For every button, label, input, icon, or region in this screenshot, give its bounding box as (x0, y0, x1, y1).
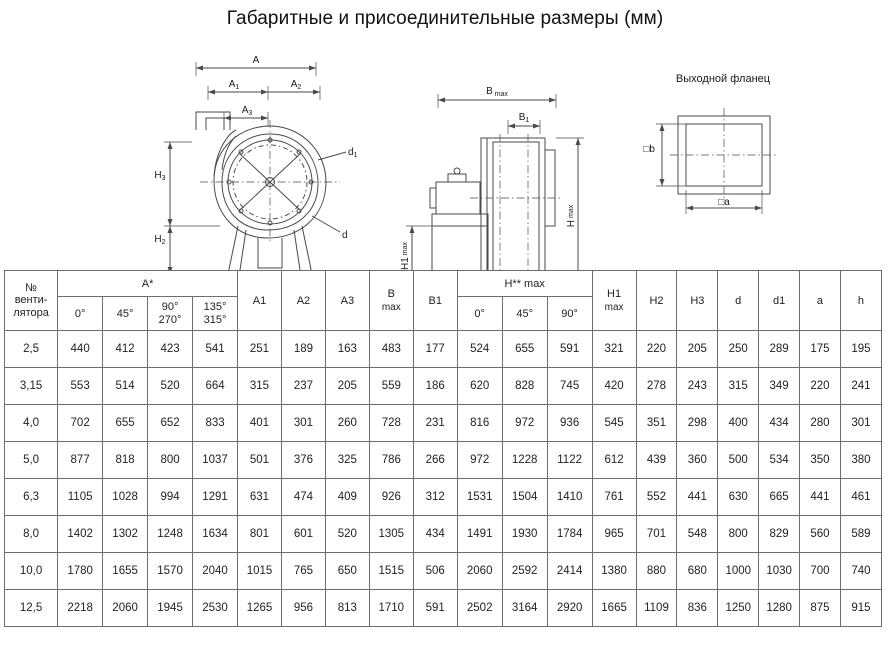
svg-text:B1: $B_1$ (518, 112, 530, 124)
svg-text:H2: $H_2$ (154, 234, 166, 246)
front-dim-H3 (154, 142, 220, 226)
cell-d: 1250 (718, 590, 759, 627)
cell-H-90: 2920 (547, 590, 592, 627)
svg-text:A1: $A_1$ (228, 79, 240, 91)
cell-H2: 880 (636, 553, 677, 590)
cell-H-45: 3164 (502, 590, 547, 627)
cell-a: 350 (800, 442, 841, 479)
table-row (5, 331, 882, 368)
cell-A-45: 1302 (103, 516, 148, 553)
cell-B: 926 (369, 479, 413, 516)
cell-H-0: 816 (457, 405, 502, 442)
cell-H-45: 1504 (502, 479, 547, 516)
cell-A1: 315 (238, 368, 282, 405)
cell-A-45: 1028 (103, 479, 148, 516)
cell-B: 1515 (369, 553, 413, 590)
cell-H-90: 1410 (547, 479, 592, 516)
cell-d1: 1030 (759, 553, 800, 590)
flange-caption: Выходной фланец (675, 73, 771, 85)
cell-A-45: 1655 (103, 553, 148, 590)
cell-B: 559 (369, 368, 413, 405)
cell-H2: 701 (636, 516, 677, 553)
cell-A-45: 514 (103, 368, 148, 405)
header-A-0deg: 0° (58, 297, 103, 331)
cell-A-0: 440 (58, 331, 103, 368)
cell-H3: 298 (677, 405, 718, 442)
cell-H-90: 591 (547, 331, 592, 368)
header-h: h (840, 271, 881, 331)
cell-h: 301 (840, 405, 881, 442)
cell-A-45: 2060 (103, 590, 148, 627)
cell-H-0: 1531 (457, 479, 502, 516)
cell-A-0: 553 (58, 368, 103, 405)
cell-fan-no: 3,15 (5, 368, 58, 405)
cell-B1: 506 (413, 553, 457, 590)
page-title: Габаритные и присоединительные размеры (мм) (226, 8, 664, 29)
cell-A1: 631 (238, 479, 282, 516)
header-fan-number (5, 271, 58, 331)
cell-A-45: 412 (103, 331, 148, 368)
cell-A1: 801 (238, 516, 282, 553)
cell-B: 1305 (369, 516, 413, 553)
cell-A1: 501 (238, 442, 282, 479)
cell-A-135: 2040 (193, 553, 238, 590)
technical-drawings (0, 30, 890, 270)
cell-B1: 177 (413, 331, 457, 368)
cell-H3: 243 (677, 368, 718, 405)
cell-H-0: 1491 (457, 516, 502, 553)
cell-B1: 434 (413, 516, 457, 553)
cell-fan-no: 2,5 (5, 331, 58, 368)
header-fan-number-l2: венти- (14, 294, 48, 307)
cell-h: 589 (840, 516, 881, 553)
cell-d: 1000 (718, 553, 759, 590)
cell-A3: 813 (325, 590, 369, 627)
front-dim-A (196, 55, 316, 76)
cell-H-0: 620 (457, 368, 502, 405)
cell-H1: 545 (592, 405, 636, 442)
svg-text:A2: $A_2$ (290, 79, 302, 91)
cell-d: 630 (718, 479, 759, 516)
cell-A3: 205 (325, 368, 369, 405)
cell-a: 875 (800, 590, 841, 627)
cell-A-90: 1570 (148, 553, 193, 590)
cell-H3: 548 (677, 516, 718, 553)
cell-H-45: 655 (502, 331, 547, 368)
cell-A-45: 818 (103, 442, 148, 479)
cell-H1: 1665 (592, 590, 636, 627)
cell-d: 315 (718, 368, 759, 405)
cell-a: 441 (800, 479, 841, 516)
header-Bmax: B max (369, 271, 413, 331)
cell-a: 280 (800, 405, 841, 442)
cell-A-90: 520 (148, 368, 193, 405)
cell-H-45: 972 (502, 405, 547, 442)
cell-A2: 601 (281, 516, 325, 553)
svg-text:□b: □b (643, 144, 655, 155)
front-dim-H2 (154, 226, 226, 270)
cell-H2: 220 (636, 331, 677, 368)
cell-A-45: 655 (103, 405, 148, 442)
header-a: a (800, 271, 841, 331)
cell-B1: 312 (413, 479, 457, 516)
cell-H1: 761 (592, 479, 636, 516)
cell-B1: 186 (413, 368, 457, 405)
cell-H2: 278 (636, 368, 677, 405)
cell-d1: 1280 (759, 590, 800, 627)
cell-H-90: 745 (547, 368, 592, 405)
cell-A2: 189 (281, 331, 325, 368)
cell-h: 241 (840, 368, 881, 405)
cell-H1: 1380 (592, 553, 636, 590)
table-row (5, 442, 882, 479)
cell-A-135: 1291 (193, 479, 238, 516)
front-dim-A1-A2 (208, 79, 320, 100)
svg-text:A: A (252, 55, 260, 66)
cell-A3: 163 (325, 331, 369, 368)
cell-H-0: 972 (457, 442, 502, 479)
header-H-45deg: 45° (502, 297, 547, 331)
cell-H3: 360 (677, 442, 718, 479)
header-fan-number-l1: № (25, 281, 37, 294)
cell-fan-no: 8,0 (5, 516, 58, 553)
cell-H2: 552 (636, 479, 677, 516)
header-B1: B1 (413, 271, 457, 331)
flange-view (643, 108, 778, 214)
svg-text:d1: $d_1$ (348, 147, 358, 159)
cell-A2: 301 (281, 405, 325, 442)
header-group-H: H** max (457, 271, 592, 297)
header-A2: A2 (281, 271, 325, 331)
cell-A-90: 800 (148, 442, 193, 479)
cell-A2: 765 (281, 553, 325, 590)
cell-A-90: 423 (148, 331, 193, 368)
cell-A-90: 1248 (148, 516, 193, 553)
side-dim-Hmax (556, 138, 584, 270)
table-row (5, 405, 882, 442)
cell-fan-no: 10,0 (5, 553, 58, 590)
side-dim-H1max (400, 226, 432, 270)
cell-B1: 591 (413, 590, 457, 627)
table-row (5, 590, 882, 627)
cell-H-0: 2502 (457, 590, 502, 627)
cell-A-135: 1037 (193, 442, 238, 479)
table-row (5, 368, 882, 405)
header-H2: H2 (636, 271, 677, 331)
cell-h: 195 (840, 331, 881, 368)
table-row (5, 553, 882, 590)
svg-text:A3: $A_3$ (241, 105, 253, 117)
cell-A2: 376 (281, 442, 325, 479)
cell-H-45: 1930 (502, 516, 547, 553)
cell-d1: 434 (759, 405, 800, 442)
table-row (5, 479, 882, 516)
header-row-groups (5, 271, 882, 297)
cell-fan-no: 6,3 (5, 479, 58, 516)
cell-A-90: 652 (148, 405, 193, 442)
cell-B1: 266 (413, 442, 457, 479)
header-fan-number-l3: лятора (13, 306, 49, 319)
cell-A-90: 994 (148, 479, 193, 516)
cell-H2: 351 (636, 405, 677, 442)
cell-h: 461 (840, 479, 881, 516)
svg-text:d: d (342, 230, 348, 241)
header-A-45deg: 45° (103, 297, 148, 331)
cell-A2: 474 (281, 479, 325, 516)
drawings-svg (0, 30, 890, 270)
cell-a: 700 (800, 553, 841, 590)
cell-h: 915 (840, 590, 881, 627)
front-label-d (312, 216, 348, 241)
cell-H1: 321 (592, 331, 636, 368)
cell-A3: 325 (325, 442, 369, 479)
cell-fan-no: 5,0 (5, 442, 58, 479)
cell-B: 786 (369, 442, 413, 479)
svg-text:B max: B $_{max}$ (486, 86, 508, 98)
cell-h: 740 (840, 553, 881, 590)
cell-A-135: 833 (193, 405, 238, 442)
front-label-d1 (318, 147, 358, 160)
cell-H-90: 2414 (547, 553, 592, 590)
cell-A1: 251 (238, 331, 282, 368)
cell-fan-no: 12,5 (5, 590, 58, 627)
header-A-90-270deg: 90° 270° (148, 297, 193, 331)
cell-H1: 612 (592, 442, 636, 479)
header-H1max: H1 max (592, 271, 636, 331)
cell-A3: 520 (325, 516, 369, 553)
table-row (5, 516, 882, 553)
cell-a: 560 (800, 516, 841, 553)
cell-H-45: 1228 (502, 442, 547, 479)
side-dim-B1 (508, 112, 540, 134)
cell-A3: 260 (325, 405, 369, 442)
cell-H-0: 524 (457, 331, 502, 368)
cell-H3: 441 (677, 479, 718, 516)
cell-A1: 1265 (238, 590, 282, 627)
table-body (5, 331, 882, 627)
header-H-90deg: 90° (547, 297, 592, 331)
svg-text:H1 max: H1 max (400, 242, 411, 270)
cell-A3: 650 (325, 553, 369, 590)
header-A3: A3 (325, 271, 369, 331)
cell-A-0: 1402 (58, 516, 103, 553)
cell-H1: 965 (592, 516, 636, 553)
table-head (5, 271, 882, 331)
cell-h: 380 (840, 442, 881, 479)
cell-d: 400 (718, 405, 759, 442)
side-dim-Bmax (438, 86, 556, 108)
cell-H-90: 1784 (547, 516, 592, 553)
cell-A-0: 702 (58, 405, 103, 442)
cell-A-90: 1945 (148, 590, 193, 627)
cell-B: 483 (369, 331, 413, 368)
header-H-0deg: 0° (457, 297, 502, 331)
cell-H2: 439 (636, 442, 677, 479)
cell-d: 250 (718, 331, 759, 368)
cell-A-135: 664 (193, 368, 238, 405)
cell-d1: 289 (759, 331, 800, 368)
cell-a: 175 (800, 331, 841, 368)
svg-text:H3: $H_3$ (154, 170, 166, 182)
header-group-A: A* (58, 271, 238, 297)
dimensions-table (4, 270, 882, 627)
cell-H-45: 2592 (502, 553, 547, 590)
cell-A-0: 877 (58, 442, 103, 479)
cell-A-0: 2218 (58, 590, 103, 627)
cell-A1: 1015 (238, 553, 282, 590)
header-d1: d1 (759, 271, 800, 331)
cell-H-0: 2060 (457, 553, 502, 590)
cell-A2: 956 (281, 590, 325, 627)
header-A-135-315deg: 135° 315° (193, 297, 238, 331)
cell-A2: 237 (281, 368, 325, 405)
cell-A1: 401 (238, 405, 282, 442)
front-dim-A3 (224, 105, 268, 126)
cell-H-90: 1122 (547, 442, 592, 479)
cell-d1: 829 (759, 516, 800, 553)
cell-B: 728 (369, 405, 413, 442)
cell-d1: 349 (759, 368, 800, 405)
cell-H3: 836 (677, 590, 718, 627)
header-H3: H3 (677, 271, 718, 331)
svg-text:H max: H max (566, 204, 577, 228)
cell-H3: 680 (677, 553, 718, 590)
cell-B1: 231 (413, 405, 457, 442)
cell-A-135: 2530 (193, 590, 238, 627)
cell-A-0: 1780 (58, 553, 103, 590)
cell-A-135: 541 (193, 331, 238, 368)
cell-A3: 409 (325, 479, 369, 516)
cell-d1: 534 (759, 442, 800, 479)
cell-B: 1710 (369, 590, 413, 627)
cell-H3: 205 (677, 331, 718, 368)
cell-a: 220 (800, 368, 841, 405)
cell-A-135: 1634 (193, 516, 238, 553)
cell-d: 500 (718, 442, 759, 479)
header-A1: A1 (238, 271, 282, 331)
cell-H2: 1109 (636, 590, 677, 627)
cell-A-0: 1105 (58, 479, 103, 516)
cell-H-45: 828 (502, 368, 547, 405)
cell-fan-no: 4,0 (5, 405, 58, 442)
cell-d: 800 (718, 516, 759, 553)
svg-text:□a: □a (718, 197, 730, 208)
header-d: d (718, 271, 759, 331)
cell-d1: 665 (759, 479, 800, 516)
cell-H-90: 936 (547, 405, 592, 442)
cell-H1: 420 (592, 368, 636, 405)
